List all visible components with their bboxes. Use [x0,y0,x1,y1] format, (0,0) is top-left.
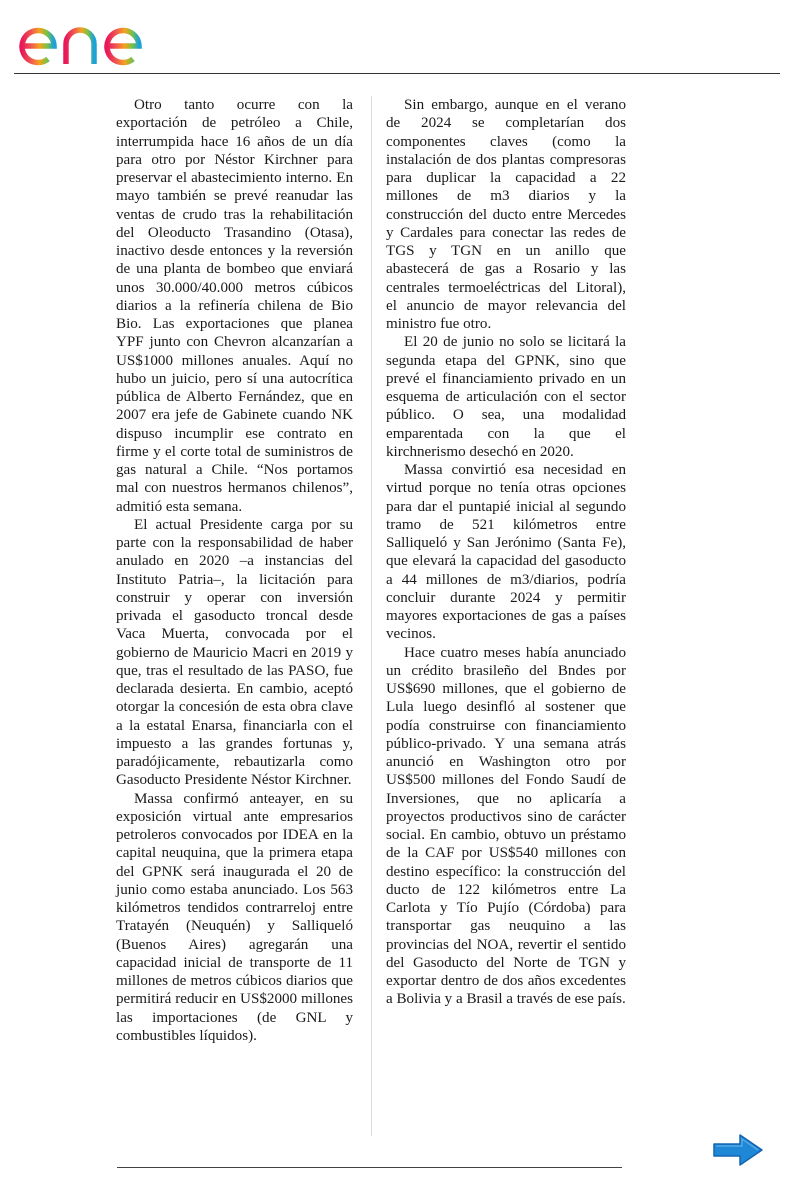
article-column-left [116,96,353,1045]
paragraph: Sin embargo, aunque en el verano de 2024 se completarían dos componentes claves (como la instalación de dos plantas compresoras para duplicar la capacidad a 22 millones de m3 diarios y la construcción del ducto entre Mercedes y Cardales para conectar las redes de TGS y TGN en un anillo que abastecerá de gas a Rosario y las centrales termoeléctricas del Litoral), el anuncio de mayor relevancia del ministro fue otro. [386,97,626,332]
paragraph: El 20 de junio no solo se licitará la segunda etapa del GPNK, sino que prevé el financiamiento privado en un esquema de articulación con el sector público. O sea, una modalidad emparentada con la que el kirchnerismo desechó en 2020. [386,334,626,460]
paragraph: Massa convirtió esa necesidad en virtud porque no tenía otras opciones para dar el puntapié inicial al segundo tramo de 521 kilómetros entre Salliqueló y San Jerónimo (Santa Fe), que elevará la capacidad del gasoducto a 44 millones de m3/diarios, podría concluir durante 2024 y permitir mayores exportaciones de gas a países vecinos. [386,462,626,643]
enel-logo [14,4,184,70]
column-divider [371,96,372,1136]
paragraph: Hace cuatro meses había anunciado un crédito brasileño del Bndes por US$690 millones, que el gobierno de Lula luego desinfló al sostener que podía construirse con financiamiento público-privado. Y una semana atrás anunció en Washington otro por US$500 millones del Fondo Saudí de Inversiones, que no aplicaría a proyectos productivos sino de carácter social. En cambio, obtuvo un préstamo de la CAF por US$540 millones con destino específico: la construcción del ducto de 122 kilómetros entre La Carlota y Tío Pujío (Córdoba) para transportar gas neuquino a las provincias del NOA, revertir el sentido del Gasoducto del Norte de TGN y exportar dentro de dos años excedentes a Bolivia y a Brasil a través de ese país. [386,644,626,1008]
paragraph: El actual Presidente carga por su parte con la responsabilidad de haber anulado en 2020 –a instancias del Instituto Patria–, la licitación para construir y operar con inversión privada el gasoducto troncal desde Vaca Muerta, convocada por el gobierno de Mauricio Macri en 2019 y que, tras el resultado de las PASO, fue declarada desierta. En cambio, aceptó otorgar la concesión de esta obra clave a la estatal Enarsa, financiarla con el impuesto a las grandes fortunas y, paradójicamente, rebautizarla como Gasoducto Presidente Néstor Kirchner. [116,516,353,789]
footer-rule [117,1167,622,1168]
header-rule [14,73,780,74]
paragraph: Otro tanto ocurre con la exportación de petróleo a Chile, interrumpida hace 16 años de un día para otro por Néstor Kirchner para preservar el abastecimiento interno. En mayo también se prevé reanudar las ventas de crudo tras la rehabilitación del Oleoducto Trasandino (Otasa), inactivo desde entonces y la reversión de una planta de bombeo que enviará unos 30.000/40.000 metros cúbicos diarios a la refinería chilena de Bio Bio. Las exportaciones que planea YPF junto con Chevron alcanzarían a US$1000 millones anuales. Aquí no hubo un juicio, pero sí una autocrítica pública de Alberto Fernández, que en 2007 era jefe de Gabinete cuando NK dispuso incumplir ese contrato en firme y el corte total de suministros de gas natural a Chile. “Nos portamos mal con nuestros hermanos chilenos”, admitió esta semana. [116,97,353,515]
arrow-right-icon [714,1135,762,1165]
article-column-right [386,96,626,1009]
paragraph: Massa confirmó anteayer, en su exposición virtual ante empresarios petroleros convocados por IDEA en la capital neuquina, que la primera etapa del GPNK será inaugurada el 20 de junio como estaba anunciado. Los 563 kilómetros tendidos contrarreloj entre Tratayén (Neuquén) y Salliqueló (Buenos Aires) agregarán una capacidad inicial de transporte de 11 millones de metros cúbicos diarios que permitirá reducir en US$2000 millones las importaciones (de GNL y combustibles líquidos). [116,790,353,1044]
next-page-button[interactable] [712,1133,764,1167]
